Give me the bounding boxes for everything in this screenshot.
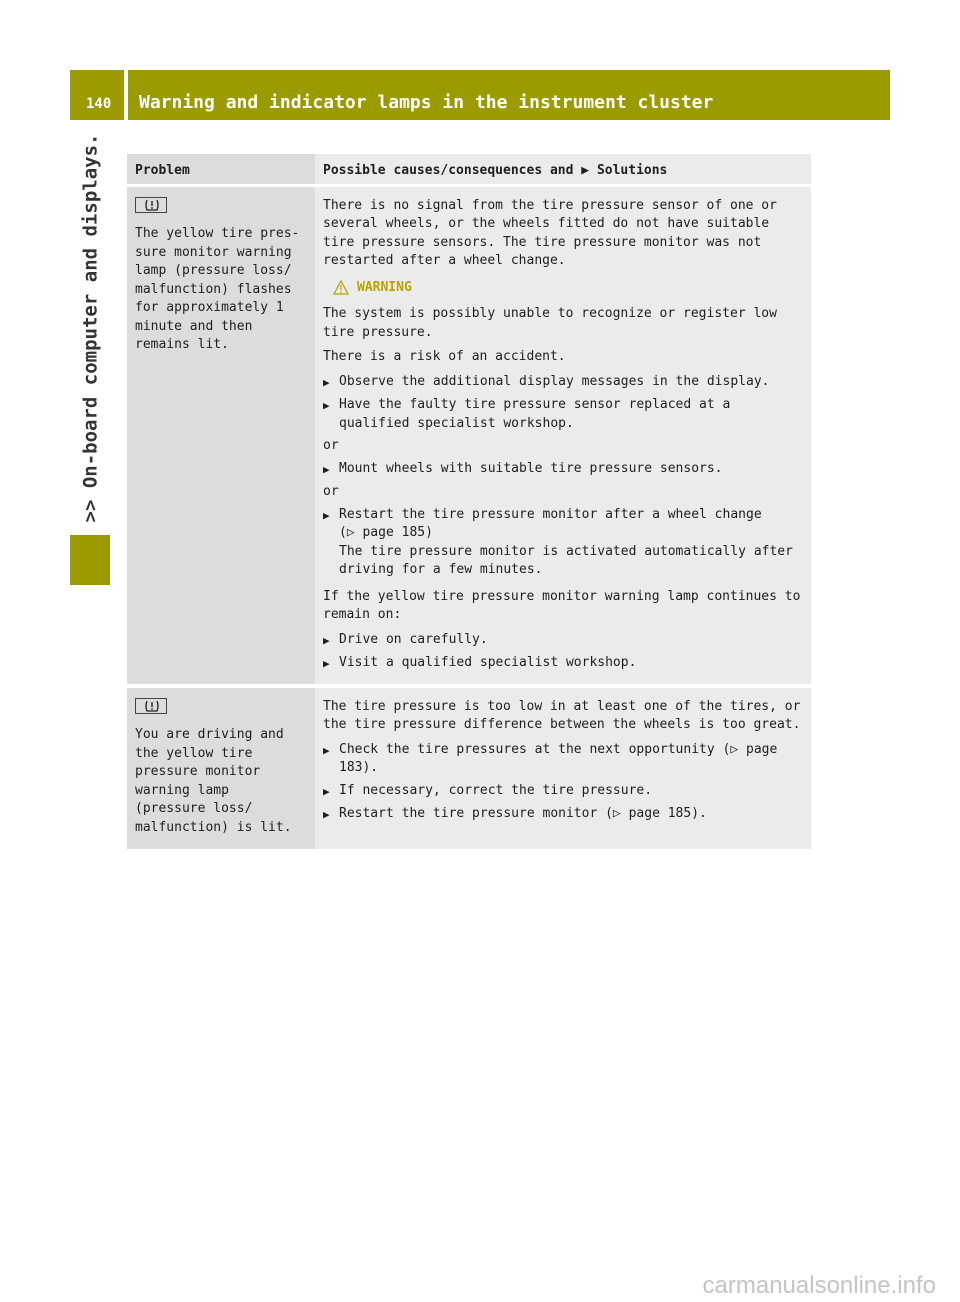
- watermark: carmanualsonline.info: [702, 1272, 936, 1299]
- condition-text: If the yellow tire pressure monitor warning lamp continues to remain on:: [323, 588, 801, 622]
- page-number: 140: [70, 70, 124, 120]
- step-item: ▶ If necessary, correct the tire pressure.: [323, 782, 803, 802]
- cause-text: The tire pressure is too low in at least one of the tires, or the tire pressure difference between the wheels is too great.: [323, 698, 801, 732]
- warning-text: The system is possibly unable to recognize or register low tire pressure.: [323, 306, 777, 340]
- step-item: ▶ Mount wheels with suitable tire pressure sensors.: [323, 460, 803, 480]
- step-arrow-icon: ▶: [323, 657, 330, 670]
- section-title: Warning and indicator lamps in the instrument cluster: [128, 70, 890, 120]
- step-arrow-icon: ▶: [323, 784, 330, 798]
- problem-text: You are driving and the yellow tire pressure monitor warning lamp (pressure loss/ malfunction) is lit.: [135, 727, 292, 835]
- col-header-problem: Problem: [127, 154, 315, 187]
- step-arrow-icon: ▶: [323, 808, 330, 821]
- solution-cell: [315, 187, 811, 684]
- step-item: ▶ Restart the tire pressure monitor (▷ page 185).: [323, 805, 803, 825]
- warning-heading: WARNING: [333, 279, 803, 298]
- step-item: ▶ Have the faulty tire pressure sensor replaced at a qualified specialist workshop.: [323, 396, 803, 433]
- cause-text: There is no signal from the tire pressure sensor of one or several wheels, or the wheels fitted do not have suitable tire pressure sensors. The tire pressure monitor was not restarted after a wheel change.: [323, 197, 777, 268]
- step-arrow-icon: ▶: [323, 743, 330, 757]
- tire-pressure-warning-icon: [135, 698, 167, 714]
- step-item: ▶ Drive on carefully.: [323, 631, 803, 651]
- step-arrow-icon: ▶: [323, 375, 330, 389]
- step-arrow-icon: ▶: [323, 399, 330, 412]
- step-arrow-icon: ▶: [323, 462, 330, 476]
- tire-pressure-warning-icon: [135, 197, 167, 213]
- step-item: ▶ Visit a qualified specialist workshop.: [323, 654, 803, 674]
- solution-cell: [315, 688, 811, 850]
- page-reference: (▷ page 185): [339, 525, 433, 540]
- step-item: ▶ Observe the additional display messages in the display.: [323, 373, 803, 393]
- side-color-block: [70, 535, 110, 585]
- problem-table: [127, 154, 811, 849]
- side-section-label: >> On-board computer and displays.: [79, 133, 101, 522]
- step-arrow-icon: ▶: [323, 633, 330, 647]
- warning-risk: There is a risk of an accident.: [323, 349, 566, 364]
- play-arrow-icon: ▶: [581, 163, 590, 178]
- step-item: ▶ Check the tire pressures at the next opportunity (▷ page 183).: [323, 741, 803, 778]
- or-text: or: [323, 484, 339, 499]
- or-text: or: [323, 438, 339, 453]
- step-item: ▶ Restart the tire pressure monitor after a wheel change (▷ page 185) The tire pressure monitor is activated automatically after driving for a few minutes.: [323, 506, 803, 580]
- table-header-row: [127, 154, 811, 187]
- table-row: [127, 688, 811, 850]
- warning-triangle-icon: [333, 280, 349, 295]
- problem-cell: [127, 187, 315, 684]
- step-arrow-icon: ▶: [323, 508, 330, 522]
- problem-text: The yellow tire pres-sure monitor warning lamp (pressure loss/ malfunction) flashes for approximately 1 minute and then remains lit.: [135, 226, 300, 352]
- col-header-solutions: Possible causes/consequences and ▶ Solutions: [315, 154, 811, 187]
- table-row: [127, 187, 811, 684]
- problem-cell: [127, 688, 315, 850]
